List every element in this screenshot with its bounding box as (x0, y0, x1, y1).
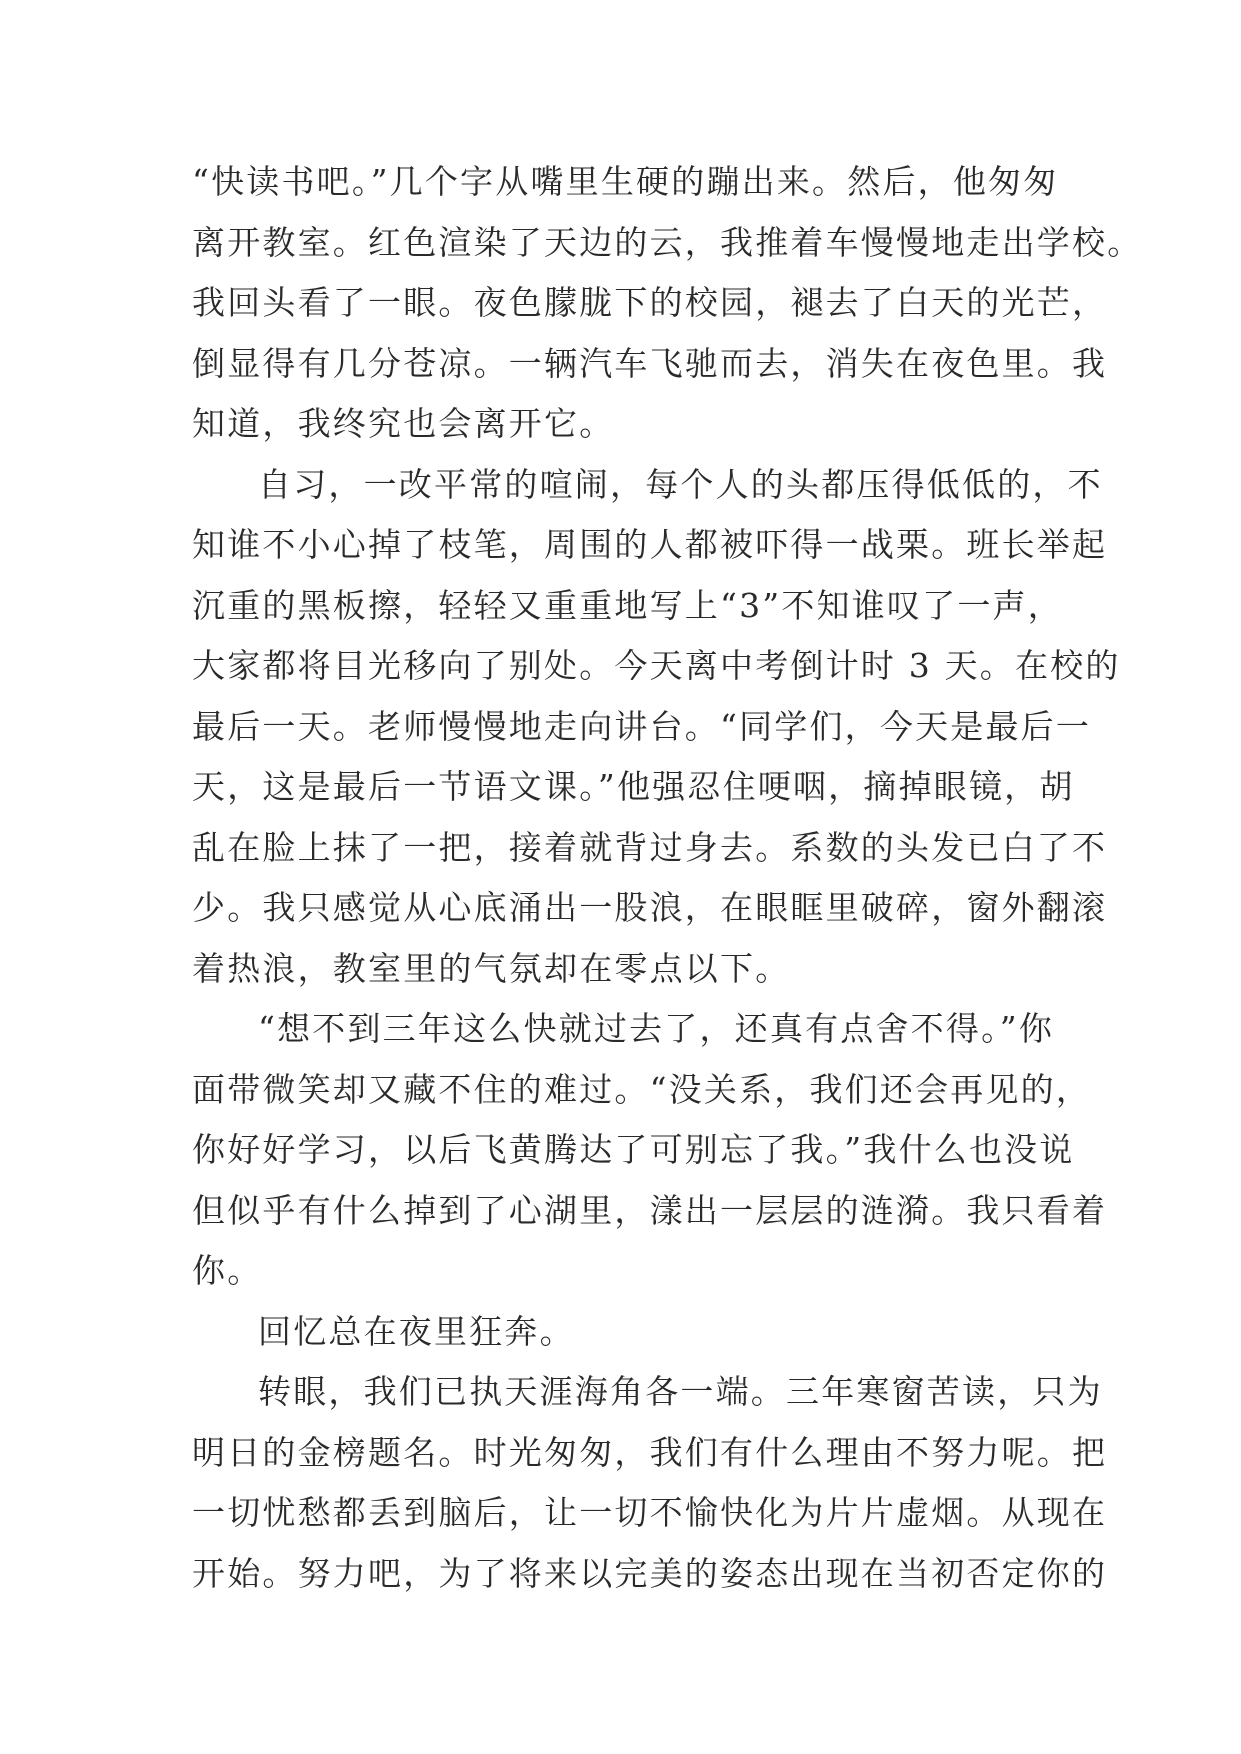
paragraph-start-line: 转眼，我们已执天涯海角各一端。三年寒窗苦读，只为 (258, 1372, 1103, 1411)
text-line: 一切忧愁都丢到脑后，让一切不愉快化为片片虚烟。从现在 (192, 1493, 1108, 1532)
text-line: 着热浪，教室里的气氛却在零点以下。 (192, 948, 791, 988)
text-line: 但似乎有什么掉到了心湖里，漾出一层层的涟漪。我只看着 (192, 1190, 1108, 1230)
text-line: 开始。努力吧，为了将来以完美的姿态出现在当初否定你的 (192, 1553, 1108, 1593)
text-line: 乱在脸上抹了一把，接着就背过身去。系数的头发已白了不 (192, 827, 1108, 867)
text-line: 明日的金榜题名。时光匆匆，我们有什么理由不努力呢。把 (192, 1432, 1108, 1472)
paragraph-start-line: 自习，一改平常的喧闹，每个人的头都压得低低的，不 (258, 464, 1103, 504)
text-line: 面带微笑却又藏不住的难过。“没关系，我们还会再见的， (192, 1069, 1092, 1109)
text-line: 倒显得有几分苍凉。一辆汽车飞驰而去，消失在夜色里。我 (192, 343, 1108, 383)
text-line: 离开教室。红色渲染了天边的云，我推着车慢慢地走出学校。 (192, 222, 1143, 262)
text-line: 知谁不小心掉了枝笔，周围的人都被吓得一战栗。班长举起 (192, 525, 1108, 564)
text-line: 天，这是最后一节语文课。”他强忍住哽咽，摘掉眼镜，胡 (192, 767, 1075, 806)
text-line: 你。 (192, 1251, 263, 1290)
paragraph-start-line: “想不到三年这么快就过去了，还真有点舍不得。”你 (258, 1009, 1055, 1048)
text-line: 少。我只感觉从心底涌出一股浪，在眼眶里破碎，窗外翻滚 (192, 888, 1108, 927)
text-line: 大家都将目光移向了别处。今天离中考倒计时 3 天。在校的 (192, 646, 1121, 685)
text-line: 我回头看了一眼。夜色朦胧下的校园，褪去了白天的光芒， (192, 283, 1108, 322)
text-line: 知道，我终究也会离开它。 (192, 404, 615, 443)
text-line: 你好好学习，以后飞黄腾达了可别忘了我。”我什么也没说 (192, 1130, 1075, 1169)
text-line: 沉重的黑板擦，轻轻又重重地写上“3”不知谁叹了一声， (192, 585, 1063, 625)
essay-body (192, 152, 1143, 1604)
text-line: 最后一天。老师慢慢地走向讲台。“同学们，今天是最后一 (192, 706, 1092, 746)
text-line: “快读书吧。”几个字从嘴里生硬的蹦出来。然后，他匆匆 (192, 162, 1059, 201)
paragraph-start-line: 回忆总在夜里狂奔。 (258, 1311, 575, 1351)
